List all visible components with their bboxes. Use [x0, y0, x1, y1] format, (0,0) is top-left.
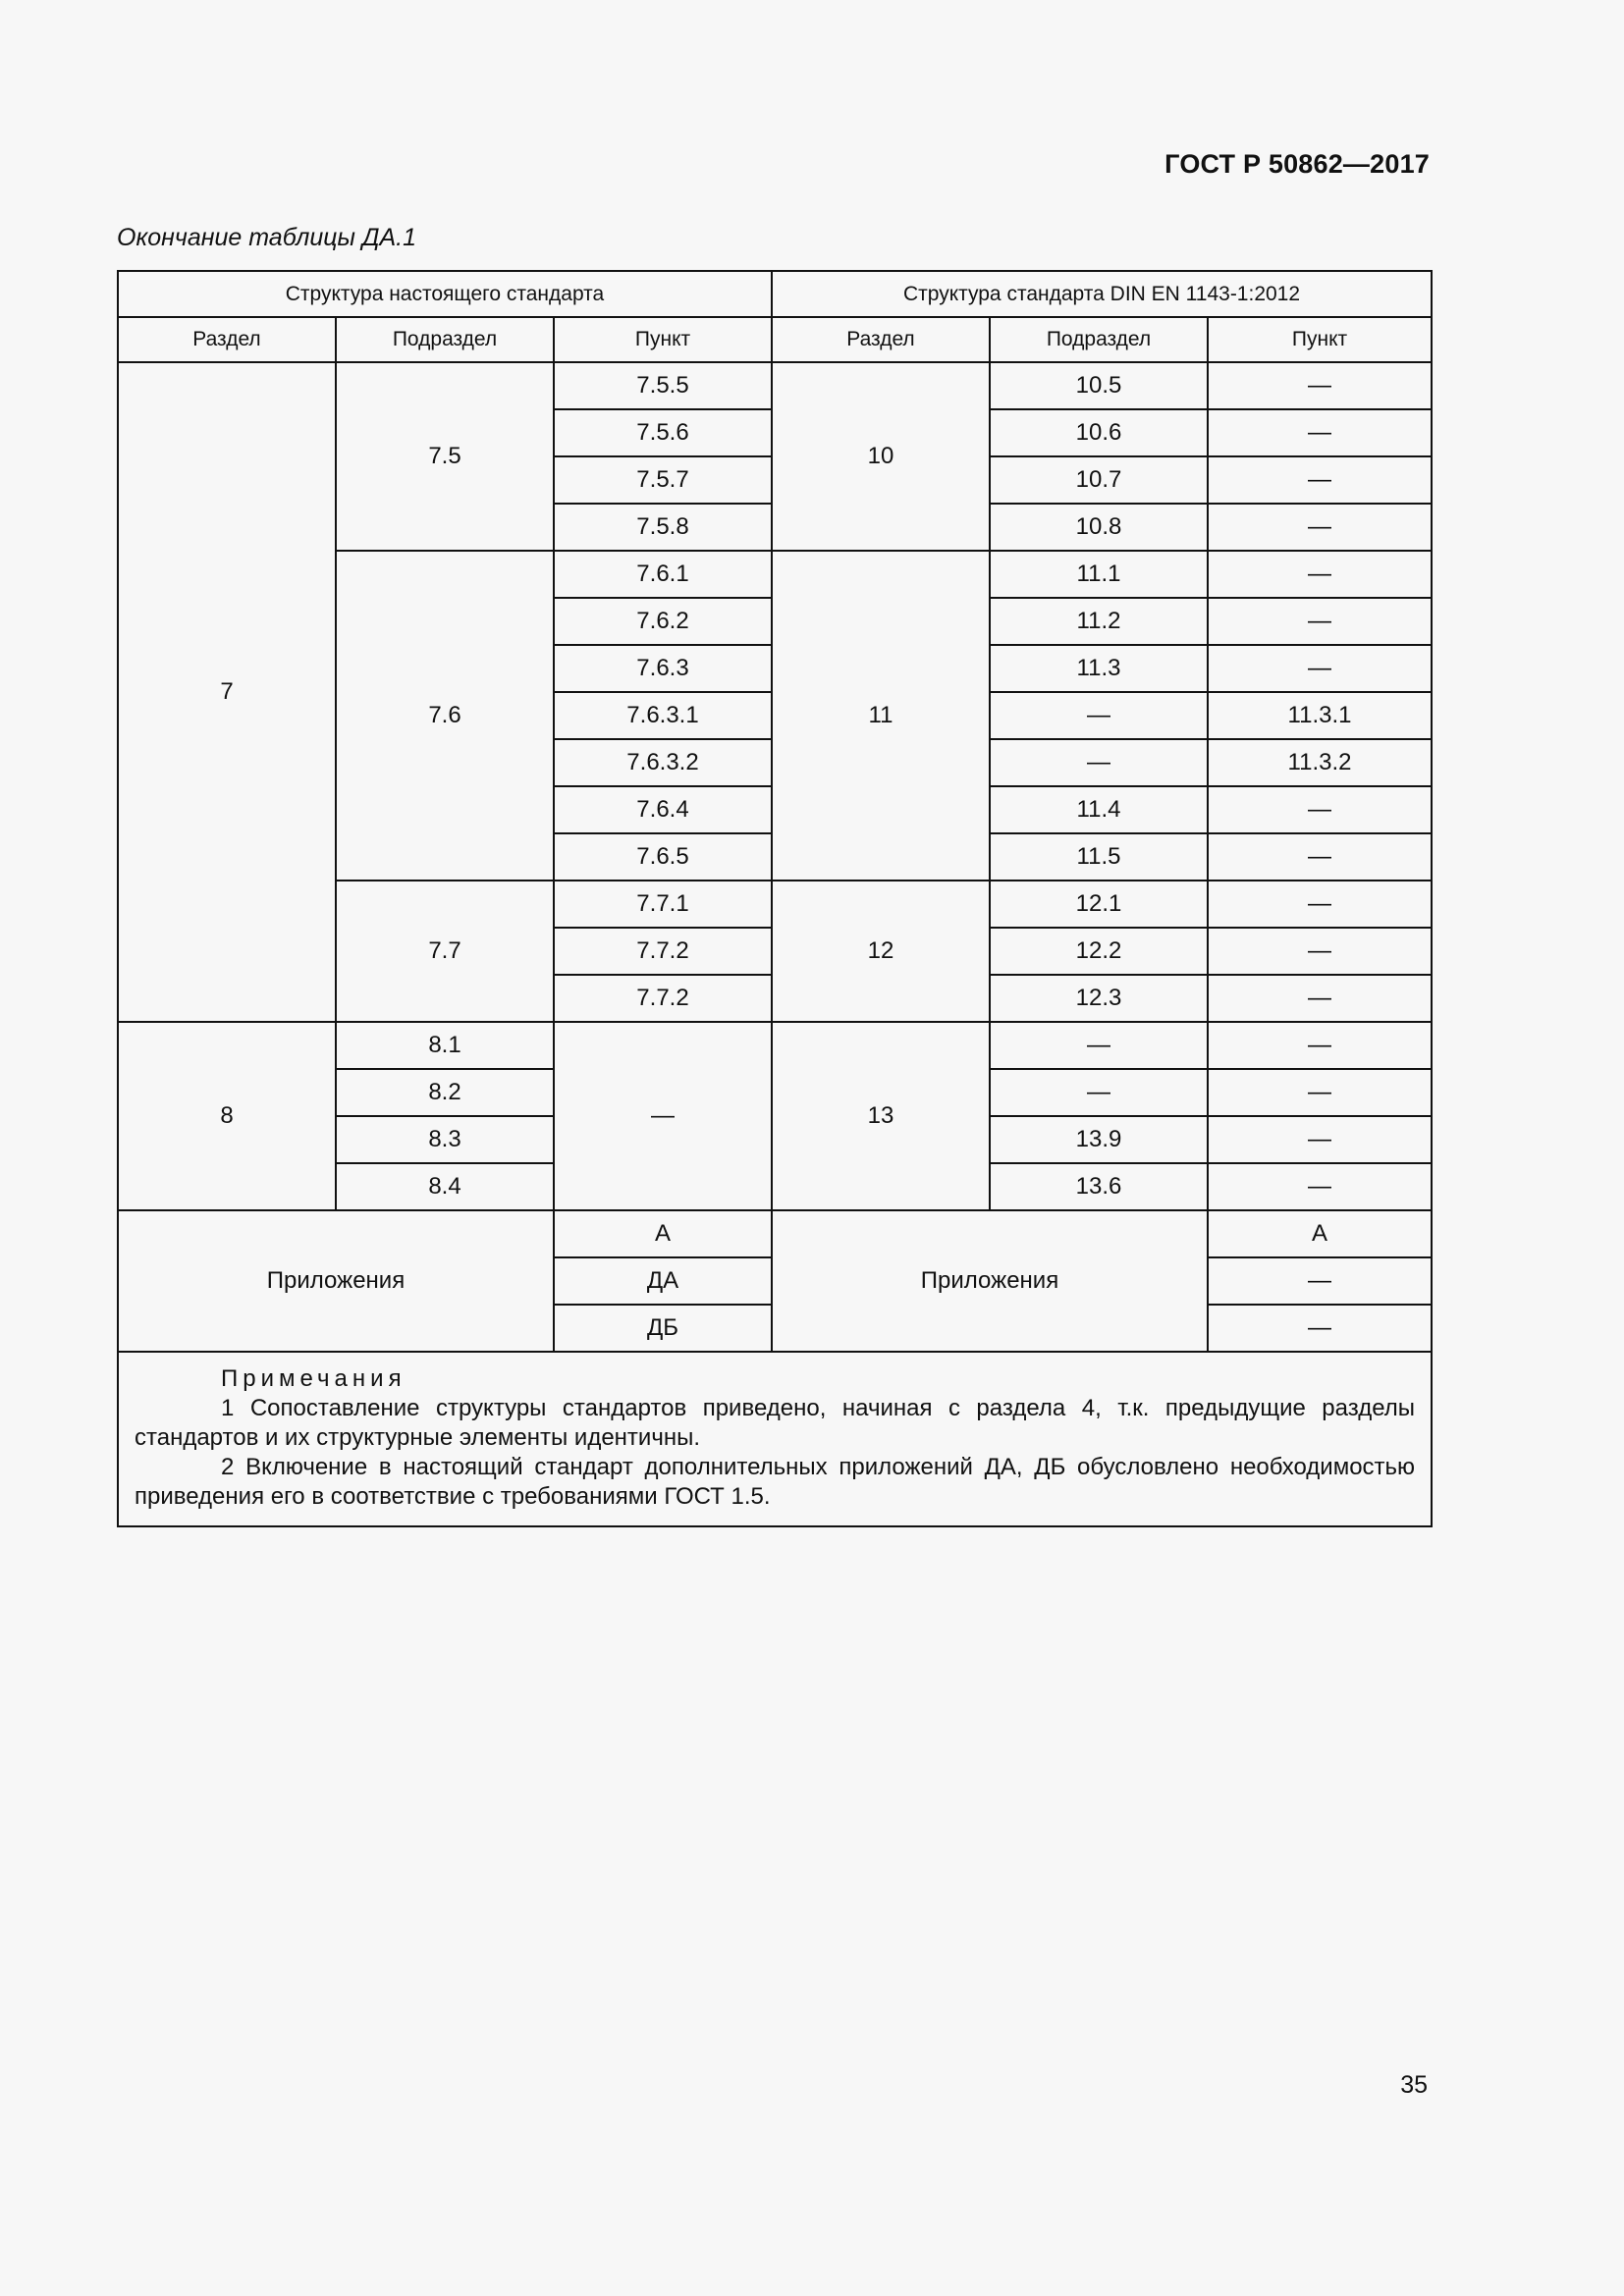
appendix-item: А: [554, 1210, 772, 1257]
standard-code: ГОСТ Р 50862—2017: [1164, 149, 1430, 179]
notes-cell: [118, 1352, 1432, 1526]
right-section-cell: 12: [772, 881, 990, 1022]
item-cell: 7.5.7: [554, 456, 772, 504]
right-subsection-cell: 12.3: [990, 975, 1208, 1022]
right-section-cell: 13: [772, 1022, 990, 1210]
right-section-cell: 11: [772, 551, 990, 881]
group-header-row: [118, 271, 1432, 317]
item-cell: 7.6.3: [554, 645, 772, 692]
appendix-item: ДА: [554, 1257, 772, 1305]
right-subsection-cell: 10.7: [990, 456, 1208, 504]
note-item: 1 Сопоставление структуры стандартов приведено, начиная с раздела 4, т.к. предыдущие разделы стандартов и их структурные элементы идентичны.: [135, 1395, 1416, 1451]
right-item-cell: —: [1208, 645, 1432, 692]
item-cell: 7.5.6: [554, 409, 772, 456]
col-header: Пункт: [554, 317, 772, 362]
right-subsection-cell: 11.4: [990, 786, 1208, 833]
note-item: 2 Включение в настоящий стандарт дополнительных приложений ДА, ДБ обусловлено необходимостью приведения его в соответствие с требованиями ГОСТ 1.5.: [135, 1454, 1416, 1510]
table-row: [118, 362, 1432, 409]
item-cell: 7.6.3.1: [554, 692, 772, 739]
right-item-cell: —: [1208, 409, 1432, 456]
subsection-cell: 7.6: [336, 551, 554, 881]
right-subsection-cell: 12.2: [990, 928, 1208, 975]
col-header: Раздел: [772, 317, 990, 362]
item-cell: 7.5.8: [554, 504, 772, 551]
right-item-cell: —: [1208, 1163, 1432, 1210]
right-subsection-cell: —: [990, 692, 1208, 739]
right-item-cell: —: [1208, 881, 1432, 928]
right-item-cell: —: [1208, 1069, 1432, 1116]
right-item-cell: —: [1208, 1022, 1432, 1069]
appendix-item: —: [1208, 1305, 1432, 1352]
col-header: Подраздел: [336, 317, 554, 362]
item-cell: 7.7.1: [554, 881, 772, 928]
right-item-cell: —: [1208, 975, 1432, 1022]
right-subsection-cell: 13.9: [990, 1116, 1208, 1163]
page-number: 35: [1400, 2071, 1428, 2099]
right-item-cell: 11.3.1: [1208, 692, 1432, 739]
subsection-cell: 8.2: [336, 1069, 554, 1116]
right-subsection-cell: 11.1: [990, 551, 1208, 598]
col-header: Пункт: [1208, 317, 1432, 362]
right-item-cell: —: [1208, 928, 1432, 975]
right-subsection-cell: 12.1: [990, 881, 1208, 928]
appendix-item: А: [1208, 1210, 1432, 1257]
right-subsection-cell: 11.3: [990, 645, 1208, 692]
right-item-cell: —: [1208, 362, 1432, 409]
item-cell: 7.6.5: [554, 833, 772, 881]
right-subsection-cell: 13.6: [990, 1163, 1208, 1210]
right-subsection-cell: 11.5: [990, 833, 1208, 881]
right-subsection-cell: 11.2: [990, 598, 1208, 645]
right-item-cell: —: [1208, 1116, 1432, 1163]
subsection-cell: 7.7: [336, 881, 554, 1022]
right-section-cell: 10: [772, 362, 990, 551]
right-item-cell: —: [1208, 504, 1432, 551]
section-cell: 7: [118, 362, 336, 1022]
right-item-cell: —: [1208, 456, 1432, 504]
subsection-cell: 7.5: [336, 362, 554, 551]
appendix-item: ДБ: [554, 1305, 772, 1352]
column-header-row: [118, 317, 1432, 362]
col-header: Раздел: [118, 317, 336, 362]
comparison-table: [117, 270, 1433, 1527]
item-cell: 7.7.2: [554, 975, 772, 1022]
subsection-cell: 8.4: [336, 1163, 554, 1210]
right-subsection-cell: 10.5: [990, 362, 1208, 409]
appendix-row: [118, 1210, 1432, 1257]
right-subsection-cell: —: [990, 1069, 1208, 1116]
appendix-label-right: Приложения: [772, 1210, 1208, 1352]
subsection-cell: 8.3: [336, 1116, 554, 1163]
right-item-cell: —: [1208, 551, 1432, 598]
right-item-cell: —: [1208, 598, 1432, 645]
col-header: Подраздел: [990, 317, 1208, 362]
notes-title: Примечания: [221, 1365, 406, 1392]
item-cell: —: [554, 1022, 772, 1210]
table-caption: Окончание таблицы ДА.1: [117, 224, 416, 251]
appendix-item: —: [1208, 1257, 1432, 1305]
item-cell: 7.6.4: [554, 786, 772, 833]
item-cell: 7.6.2: [554, 598, 772, 645]
right-item-cell: —: [1208, 786, 1432, 833]
item-cell: 7.6.1: [554, 551, 772, 598]
right-subsection-cell: 10.6: [990, 409, 1208, 456]
table-row: [118, 1022, 1432, 1069]
appendix-label-left: Приложения: [118, 1210, 554, 1352]
right-item-cell: —: [1208, 833, 1432, 881]
section-cell: 8: [118, 1022, 336, 1210]
item-cell: 7.5.5: [554, 362, 772, 409]
subsection-cell: 8.1: [336, 1022, 554, 1069]
notes-row: [118, 1352, 1432, 1526]
right-item-cell: 11.3.2: [1208, 739, 1432, 786]
right-subsection-cell: 10.8: [990, 504, 1208, 551]
right-subsection-cell: —: [990, 1022, 1208, 1069]
group-header-right: Структура стандарта DIN EN 1143-1:2012: [772, 271, 1432, 317]
group-header-left: Структура настоящего стандарта: [118, 271, 772, 317]
right-subsection-cell: —: [990, 739, 1208, 786]
item-cell: 7.6.3.2: [554, 739, 772, 786]
item-cell: 7.7.2: [554, 928, 772, 975]
